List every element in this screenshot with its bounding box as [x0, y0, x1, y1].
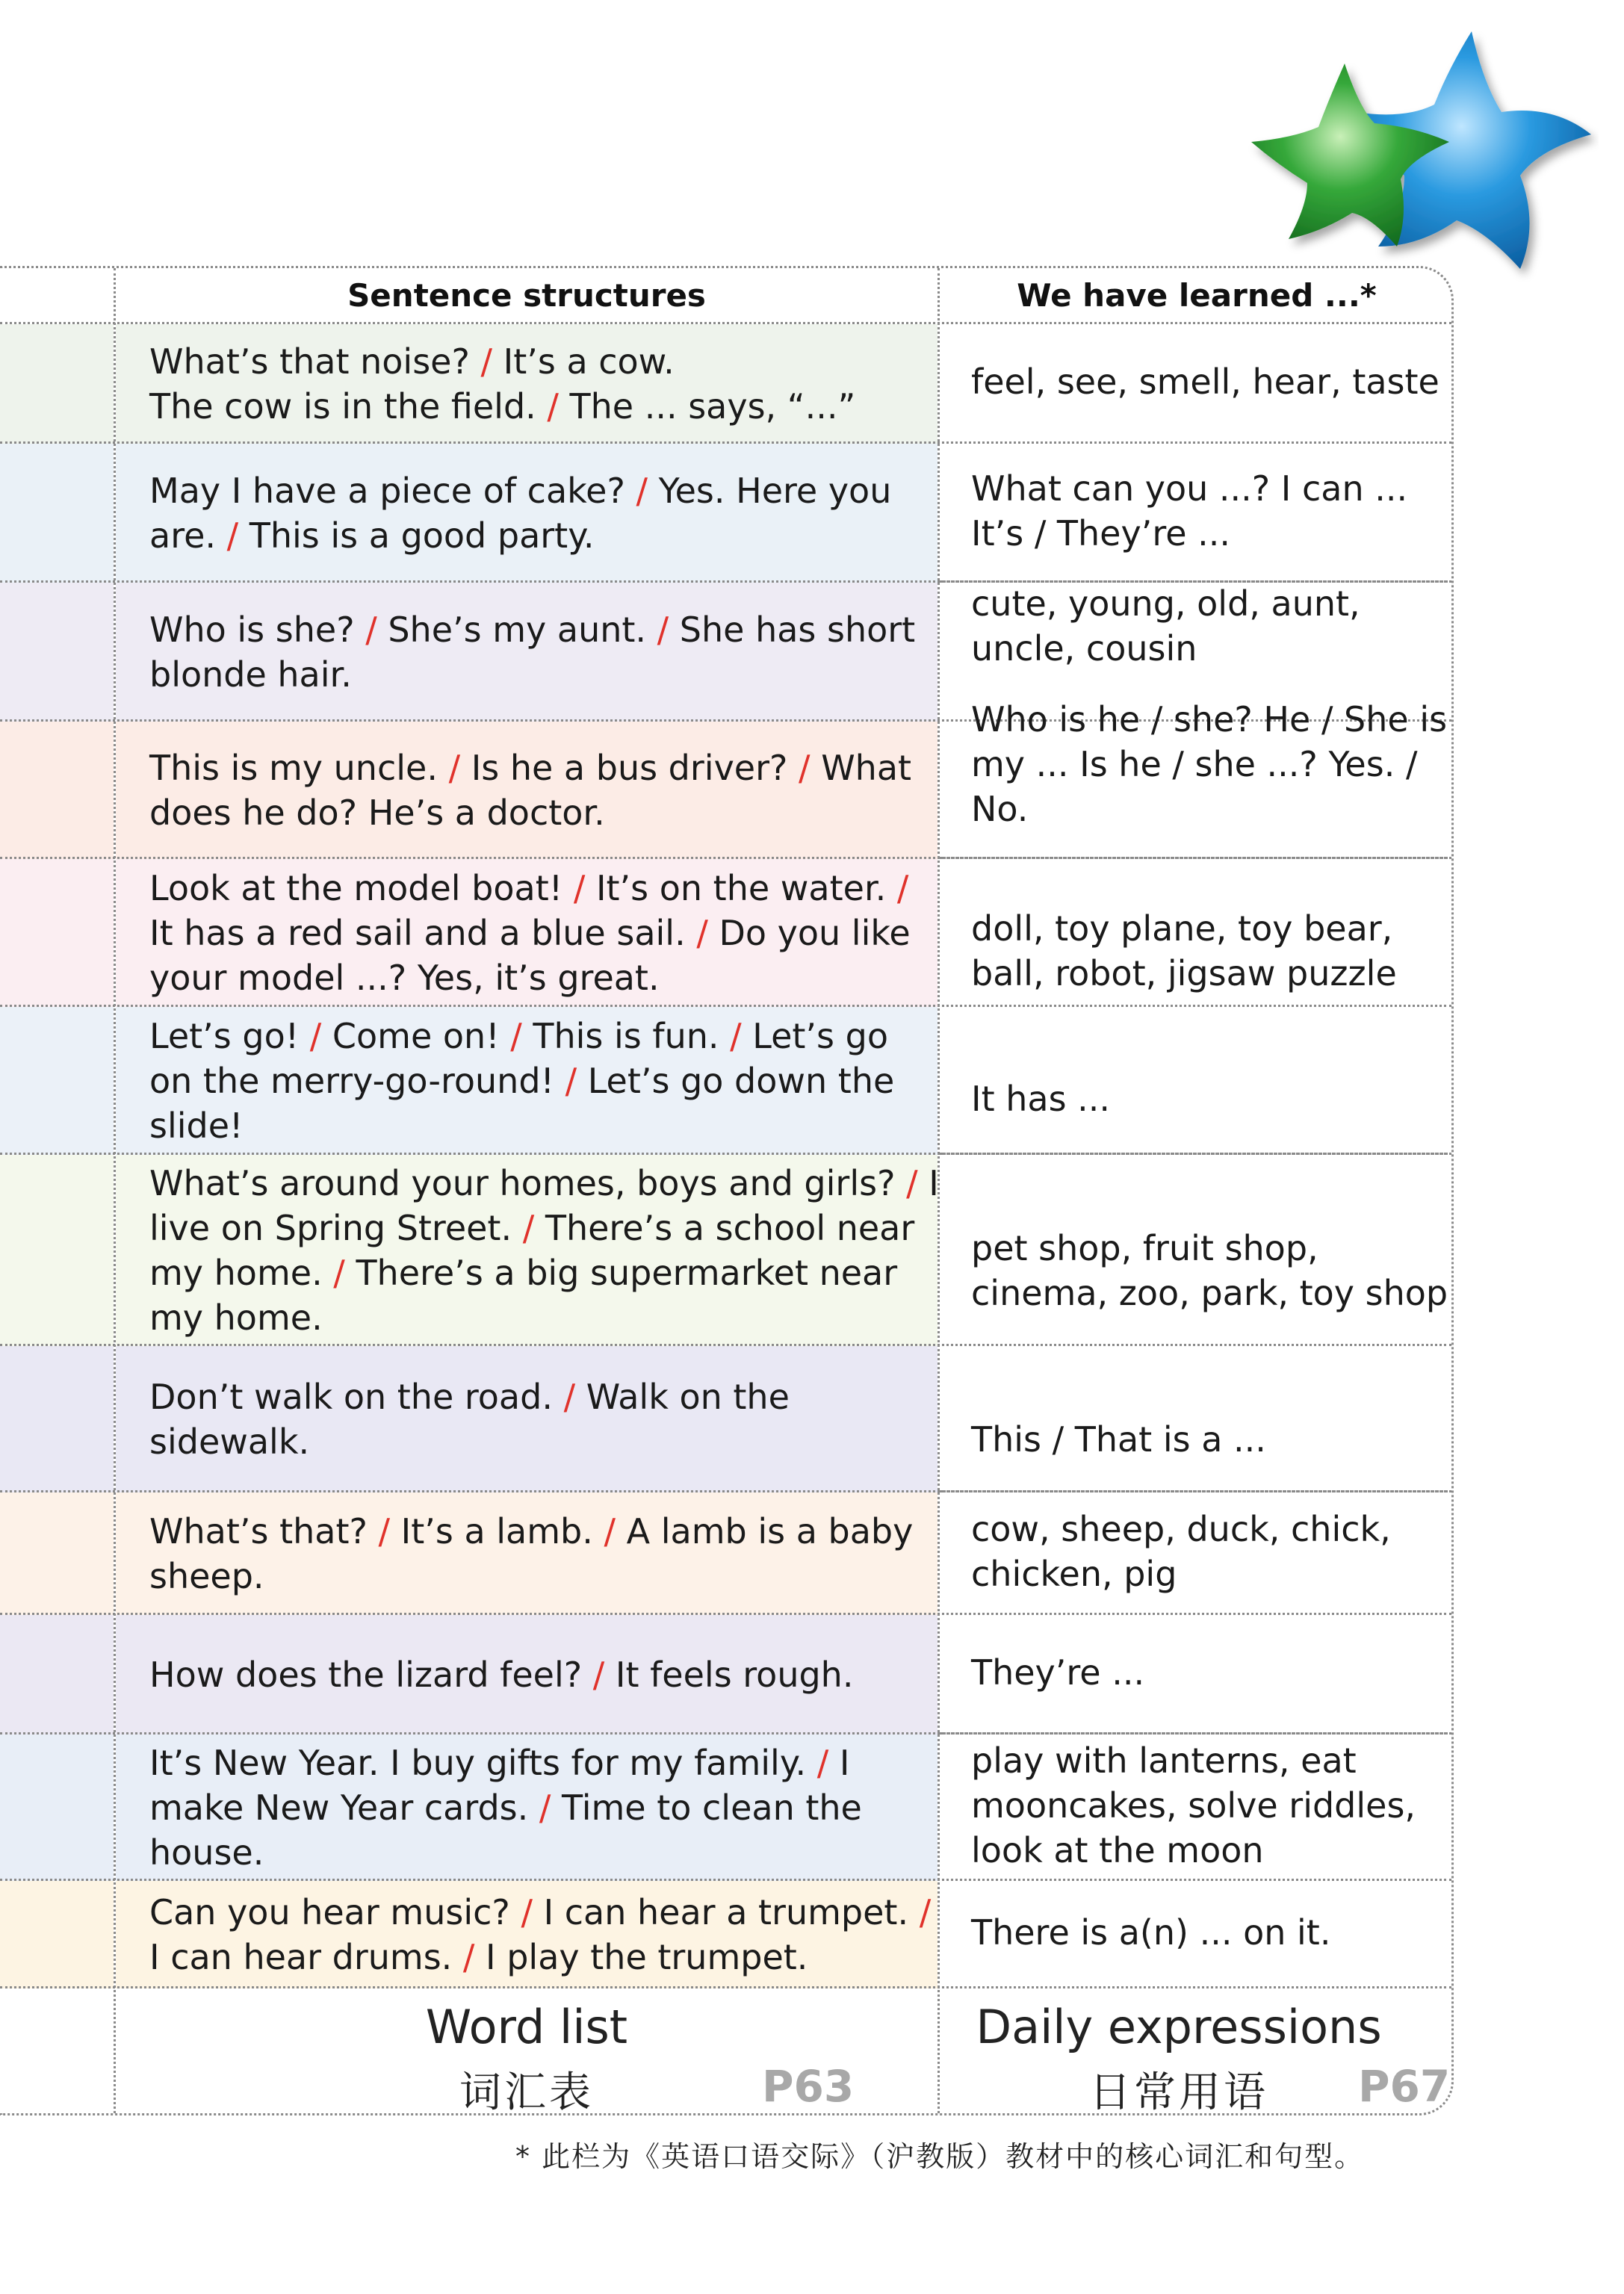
row-color-strip	[0, 1615, 114, 1735]
word-list-title[interactable]: Word list	[425, 2000, 628, 2054]
separator-slash: /	[367, 1511, 401, 1551]
sentence-text: I can hear a trumpet.	[543, 1892, 909, 1932]
row-color-strip	[0, 859, 114, 1007]
learned-vocabulary-cell: pet shop, fruit shop, cinema, zoo, park, toy shop	[971, 1228, 1448, 1313]
learned-vocabulary-cell: What can you ...? I can ... It’s / They’re ...	[971, 468, 1408, 554]
sentence-text: Don’t walk on the road.	[149, 1377, 553, 1417]
learned-vocabulary-cell: It has ...	[971, 1079, 1111, 1119]
separator-slash: /	[512, 1208, 545, 1248]
separator-slash: /	[437, 748, 471, 788]
separator-slash: /	[886, 868, 909, 908]
sentence-structure-cell	[149, 1735, 941, 1881]
sentence-text: Come on!	[332, 1016, 500, 1056]
separator-slash: /	[625, 471, 659, 511]
sentence-text: It’s a lamb.	[400, 1511, 593, 1551]
sentence-structure-cell	[149, 583, 941, 722]
separator-slash: /	[582, 1655, 616, 1695]
sentence-text: Let’s go down the slide!	[149, 1061, 895, 1146]
separator-slash: /	[509, 1892, 544, 1932]
sentence-structure-cell	[149, 1155, 941, 1346]
separator-slash: /	[908, 1892, 932, 1932]
row-color-strip	[0, 1155, 114, 1346]
sentence-structure-cell	[149, 1007, 941, 1155]
daily-expressions-title[interactable]: Daily expressions	[976, 2000, 1382, 2054]
sentence-text: This is a good party.	[249, 515, 595, 556]
sentence-text: This is fun.	[533, 1016, 719, 1056]
separator-slash: /	[299, 1016, 332, 1056]
separator-slash: /	[895, 1163, 929, 1203]
sentence-text: It feels rough.	[615, 1655, 854, 1695]
sentence-text: Is he a bus driver?	[471, 748, 788, 788]
row-color-strip	[0, 1881, 114, 1988]
learned-vocabulary-cell: cute, young, old, aunt, uncle, cousin	[971, 583, 1360, 669]
row-color-strip	[0, 324, 114, 444]
daily-expressions-page-number: P67	[1358, 2061, 1451, 2112]
learned-vocabulary-cell: This / That is a ...	[971, 1419, 1266, 1460]
separator-slash: /	[719, 1016, 753, 1056]
sentence-text: May I have a piece of cake?	[149, 471, 625, 511]
learned-vocabulary-cell: They’re ...	[971, 1652, 1145, 1693]
sentence-text: It’s a cow. The cow is in the field.	[149, 341, 675, 427]
separator-slash: /	[806, 1743, 840, 1783]
separator-slash: /	[685, 913, 719, 953]
sentence-text: What’s that?	[149, 1511, 368, 1551]
sentence-structure-cell	[149, 722, 941, 859]
word-list-chinese: 词汇表	[459, 2068, 594, 2115]
learned-vocabulary-cell: There is a(n) ... on it.	[971, 1912, 1331, 1953]
sentence-structure-cell	[149, 859, 941, 1007]
sentence-text: Who is she?	[149, 610, 355, 650]
sentence-text: Walk on the sidewalk.	[149, 1377, 790, 1462]
word-list-page-number: P63	[762, 2061, 855, 2112]
sentence-text: She has short blonde hair.	[149, 610, 916, 695]
sentence-text: Can you hear music?	[149, 1892, 510, 1932]
sentence-structure-cell	[149, 444, 941, 583]
separator-slash: /	[552, 1377, 586, 1417]
stars-decoration-icon	[1225, 22, 1599, 284]
sentence-text: It has a red sail and a blue sail.	[149, 913, 686, 953]
sentence-text: I can hear drums.	[149, 1937, 453, 1977]
sentence-structure-cell	[149, 1881, 941, 1988]
sentence-text: It’s on the water.	[595, 868, 887, 908]
sentence-text: I live on Spring Street.	[149, 1163, 939, 1248]
sentence-text: What does he do? He’s a doctor.	[149, 748, 912, 833]
separator-slash: /	[536, 386, 570, 427]
sentence-text: How does the lizard feel?	[149, 1655, 583, 1695]
sentence-structure-cell	[149, 324, 941, 444]
row-color-strip	[0, 1492, 114, 1615]
sentence-text: There’s a big supermarket near my home.	[149, 1253, 898, 1338]
content-table	[0, 266, 1454, 2115]
sentence-text: This is my uncle.	[149, 748, 438, 788]
learned-vocabulary-cell: Who is he / she? He / She is my ... Is he / she ...? Yes. / No.	[971, 699, 1448, 829]
separator-slash: /	[469, 341, 503, 382]
separator-slash: /	[216, 515, 250, 556]
separator-slash: /	[646, 610, 680, 650]
sentence-text: She’s my aunt.	[388, 610, 647, 650]
sentence-structure-cell	[149, 1346, 941, 1492]
footnote: * 此栏为《英语口语交际》（沪教版）教材中的核心词汇和句型。	[515, 2140, 1365, 2173]
learned-vocabulary-cell: feel, see, smell, hear, taste	[971, 362, 1439, 402]
sentence-text: I make New Year cards.	[149, 1743, 850, 1828]
sentence-text: I play the trumpet.	[486, 1937, 808, 1977]
sentence-structure-cell	[149, 1492, 941, 1615]
sentence-text: Look at the model boat!	[149, 868, 563, 908]
sentence-text: Let’s go!	[149, 1016, 300, 1056]
sentence-text: There’s a school near my home.	[149, 1208, 915, 1293]
daily-expressions-chinese: 日常用语	[1089, 2068, 1268, 2115]
sentence-text: Yes. Here you are.	[149, 471, 892, 556]
sentence-text: What’s that noise?	[149, 341, 470, 382]
separator-slash: /	[528, 1788, 562, 1828]
sentence-text: It’s New Year. I buy gifts for my family.	[149, 1743, 807, 1783]
row-color-strip	[0, 722, 114, 859]
sentence-structure-cell	[149, 1615, 941, 1735]
header-sentence-structures: Sentence structures	[347, 276, 706, 314]
separator-slash: /	[787, 748, 822, 788]
row-color-strip	[0, 1346, 114, 1492]
sentence-text: Do you like your model ...? Yes, it’s great.	[149, 913, 911, 998]
row-color-strip	[0, 1735, 114, 1881]
sentence-text: The ... says, “...”	[569, 386, 856, 427]
header-we-have-learned: We have learned ...*	[1017, 276, 1377, 314]
separator-slash: /	[562, 868, 596, 908]
row-color-strip	[0, 444, 114, 583]
sentence-text: What’s around your homes, boys and girls?	[149, 1163, 896, 1203]
sentence-text: Time to clean the house.	[149, 1788, 862, 1873]
separator-slash: /	[354, 610, 388, 650]
learned-vocabulary-cell: cow, sheep, duck, chick, chicken, pig	[971, 1509, 1391, 1594]
row-color-strip	[0, 583, 114, 722]
learned-vocabulary-cell: doll, toy plane, toy bear, ball, robot, jigsaw puzzle	[971, 908, 1397, 993]
separator-slash: /	[452, 1937, 486, 1977]
separator-slash: /	[499, 1016, 533, 1056]
separator-slash: /	[322, 1253, 356, 1293]
learned-vocabulary-cell: play with lanterns, eat mooncakes, solve riddles, look at the moon	[971, 1740, 1416, 1870]
row-color-strip	[0, 1007, 114, 1155]
separator-slash: /	[592, 1511, 627, 1551]
separator-slash: /	[554, 1061, 588, 1101]
sentence-text: A lamb is a baby sheep.	[149, 1511, 914, 1596]
sentence-text: Let’s go on the merry-go-round!	[149, 1016, 888, 1101]
